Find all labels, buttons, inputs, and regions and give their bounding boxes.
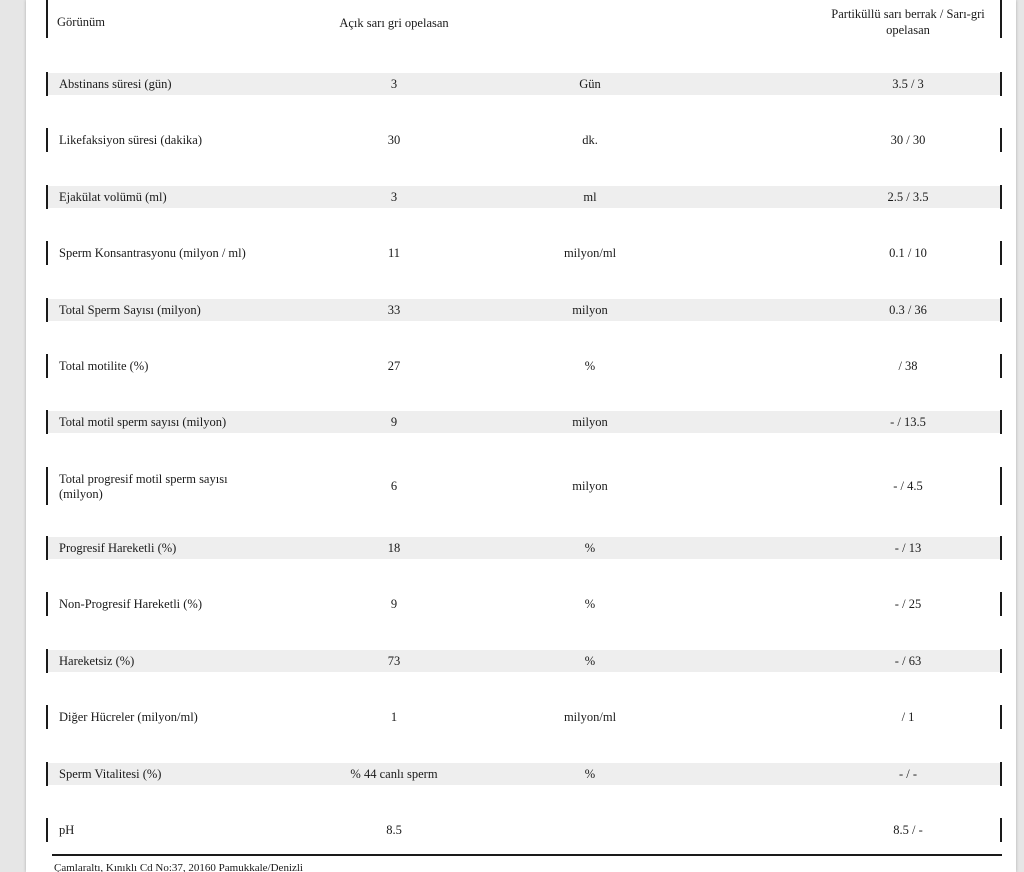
table-row <box>26 128 1016 152</box>
row-unit: milyon <box>572 303 608 317</box>
row-label: Sperm Konsantrasyonu (milyon / ml) <box>59 246 246 260</box>
row-value: % 44 canlı sperm <box>350 767 438 781</box>
row-left-border <box>46 185 48 209</box>
row-label: pH <box>59 823 75 837</box>
table-row <box>26 298 1016 322</box>
row-value: 8.5 <box>386 823 402 837</box>
row-reference: 0.1 / 10 <box>889 246 927 260</box>
row-value: 30 <box>387 133 401 147</box>
row-unit: milyon <box>572 415 608 429</box>
row-reference: - / 63 <box>894 654 922 668</box>
row-unit: % <box>584 767 596 781</box>
row-value: 9 <box>390 597 398 611</box>
row-value: 27 <box>387 359 401 373</box>
row-value: 3 <box>390 190 398 204</box>
row-unit: % <box>584 597 596 611</box>
row-right-border <box>1000 0 1002 38</box>
row-value: 11 <box>387 246 401 260</box>
report-page <box>26 0 1016 872</box>
row-value: 18 <box>387 541 401 555</box>
row-reference: 2.5 / 3.5 <box>887 190 929 204</box>
footer-address: Çamlaraltı, Kınıklı Cd No:37, 20160 Pamukkale/Denizli <box>54 862 303 872</box>
row-right-border <box>1000 410 1002 434</box>
row-unit: ml <box>583 190 597 204</box>
header-appearance-label: Görünüm <box>57 15 105 29</box>
row-reference: 3.5 / 3 <box>892 77 924 91</box>
row-right-border <box>1000 298 1002 322</box>
row-label: Total progresif motil sperm sayısı <box>59 472 228 486</box>
row-stripe <box>46 186 1002 208</box>
row-label: Abstinans süresi (gün) <box>59 77 172 91</box>
row-value: 3 <box>390 77 398 91</box>
row-unit: % <box>584 359 596 373</box>
table-row <box>26 354 1016 378</box>
table-row <box>26 536 1016 560</box>
row-stripe <box>46 73 1002 95</box>
row-stripe <box>46 763 1002 785</box>
row-label: Hareketsiz (%) <box>59 654 135 668</box>
row-right-border <box>1000 185 1002 209</box>
row-reference: - / 4.5 <box>893 479 923 493</box>
row-right-border <box>1000 592 1002 616</box>
row-left-border <box>46 649 48 673</box>
row-left-border <box>46 72 48 96</box>
table-row <box>26 818 1016 842</box>
row-unit: milyon/ml <box>563 246 617 260</box>
row-label: Progresif Hareketli (%) <box>59 541 177 555</box>
header-appearance-reference-line2: opelasan <box>886 23 930 37</box>
row-value: 1 <box>390 710 398 724</box>
table-row <box>26 467 1016 505</box>
table-header <box>26 0 1016 40</box>
row-reference: / 1 <box>901 710 915 724</box>
row-label: Total Sperm Sayısı (milyon) <box>59 303 201 317</box>
table-row <box>26 241 1016 265</box>
row-unit: % <box>584 654 596 668</box>
table-row <box>26 762 1016 786</box>
row-unit: dk. <box>582 133 598 147</box>
row-unit: milyon <box>572 479 608 493</box>
row-reference: - / 13 <box>894 541 922 555</box>
row-right-border <box>1000 705 1002 729</box>
header-appearance-reference-line1: Partiküllü sarı berrak / Sarı-gri <box>831 7 985 21</box>
header-appearance-value: Açık sarı gri opelasan <box>339 16 449 30</box>
row-reference: 0.3 / 36 <box>889 303 927 317</box>
row-right-border <box>1000 467 1002 505</box>
table-row <box>26 410 1016 434</box>
row-right-border <box>1000 128 1002 152</box>
row-right-border <box>1000 649 1002 673</box>
row-reference: 30 / 30 <box>890 133 926 147</box>
table-row <box>26 705 1016 729</box>
row-unit: Gün <box>579 77 601 91</box>
row-label: Sperm Vitalitesi (%) <box>59 767 162 781</box>
row-left-border <box>46 467 48 505</box>
row-label: Non-Progresif Hareketli (%) <box>59 597 203 611</box>
table-row <box>26 592 1016 616</box>
row-left-border <box>46 0 48 38</box>
row-label: Likefaksiyon süresi (dakika) <box>59 133 203 147</box>
row-unit: % <box>584 541 596 555</box>
row-reference: - / 13.5 <box>890 415 926 429</box>
row-label: Total motilite (%) <box>59 359 149 373</box>
row-label: Diğer Hücreler (milyon/ml) <box>59 710 198 724</box>
row-value: 33 <box>387 303 401 317</box>
row-right-border <box>1000 72 1002 96</box>
row-stripe <box>46 650 1002 672</box>
row-reference: - / 25 <box>894 597 922 611</box>
row-right-border <box>1000 536 1002 560</box>
row-left-border <box>46 410 48 434</box>
row-left-border <box>46 354 48 378</box>
table-row <box>26 649 1016 673</box>
row-label-continued: (milyon) <box>59 487 103 501</box>
row-label: Ejakülat volümü (ml) <box>59 190 167 204</box>
row-right-border <box>1000 241 1002 265</box>
row-right-border <box>1000 354 1002 378</box>
row-left-border <box>46 592 48 616</box>
row-left-border <box>46 536 48 560</box>
row-reference: 8.5 / - <box>893 823 923 837</box>
row-label: Total motil sperm sayısı (milyon) <box>59 415 227 429</box>
row-stripe <box>46 537 1002 559</box>
row-left-border <box>46 818 48 842</box>
row-reference: - / - <box>898 767 918 781</box>
row-reference: / 38 <box>898 359 918 373</box>
row-left-border <box>46 241 48 265</box>
table-row <box>26 72 1016 96</box>
row-value: 9 <box>390 415 398 429</box>
row-value: 73 <box>387 654 401 668</box>
row-left-border <box>46 128 48 152</box>
row-left-border <box>46 705 48 729</box>
row-right-border <box>1000 762 1002 786</box>
row-unit: milyon/ml <box>563 710 617 724</box>
footer-divider <box>52 854 1002 856</box>
row-left-border <box>46 762 48 786</box>
row-value: 6 <box>390 479 398 493</box>
table-row <box>26 185 1016 209</box>
row-right-border <box>1000 818 1002 842</box>
row-left-border <box>46 298 48 322</box>
